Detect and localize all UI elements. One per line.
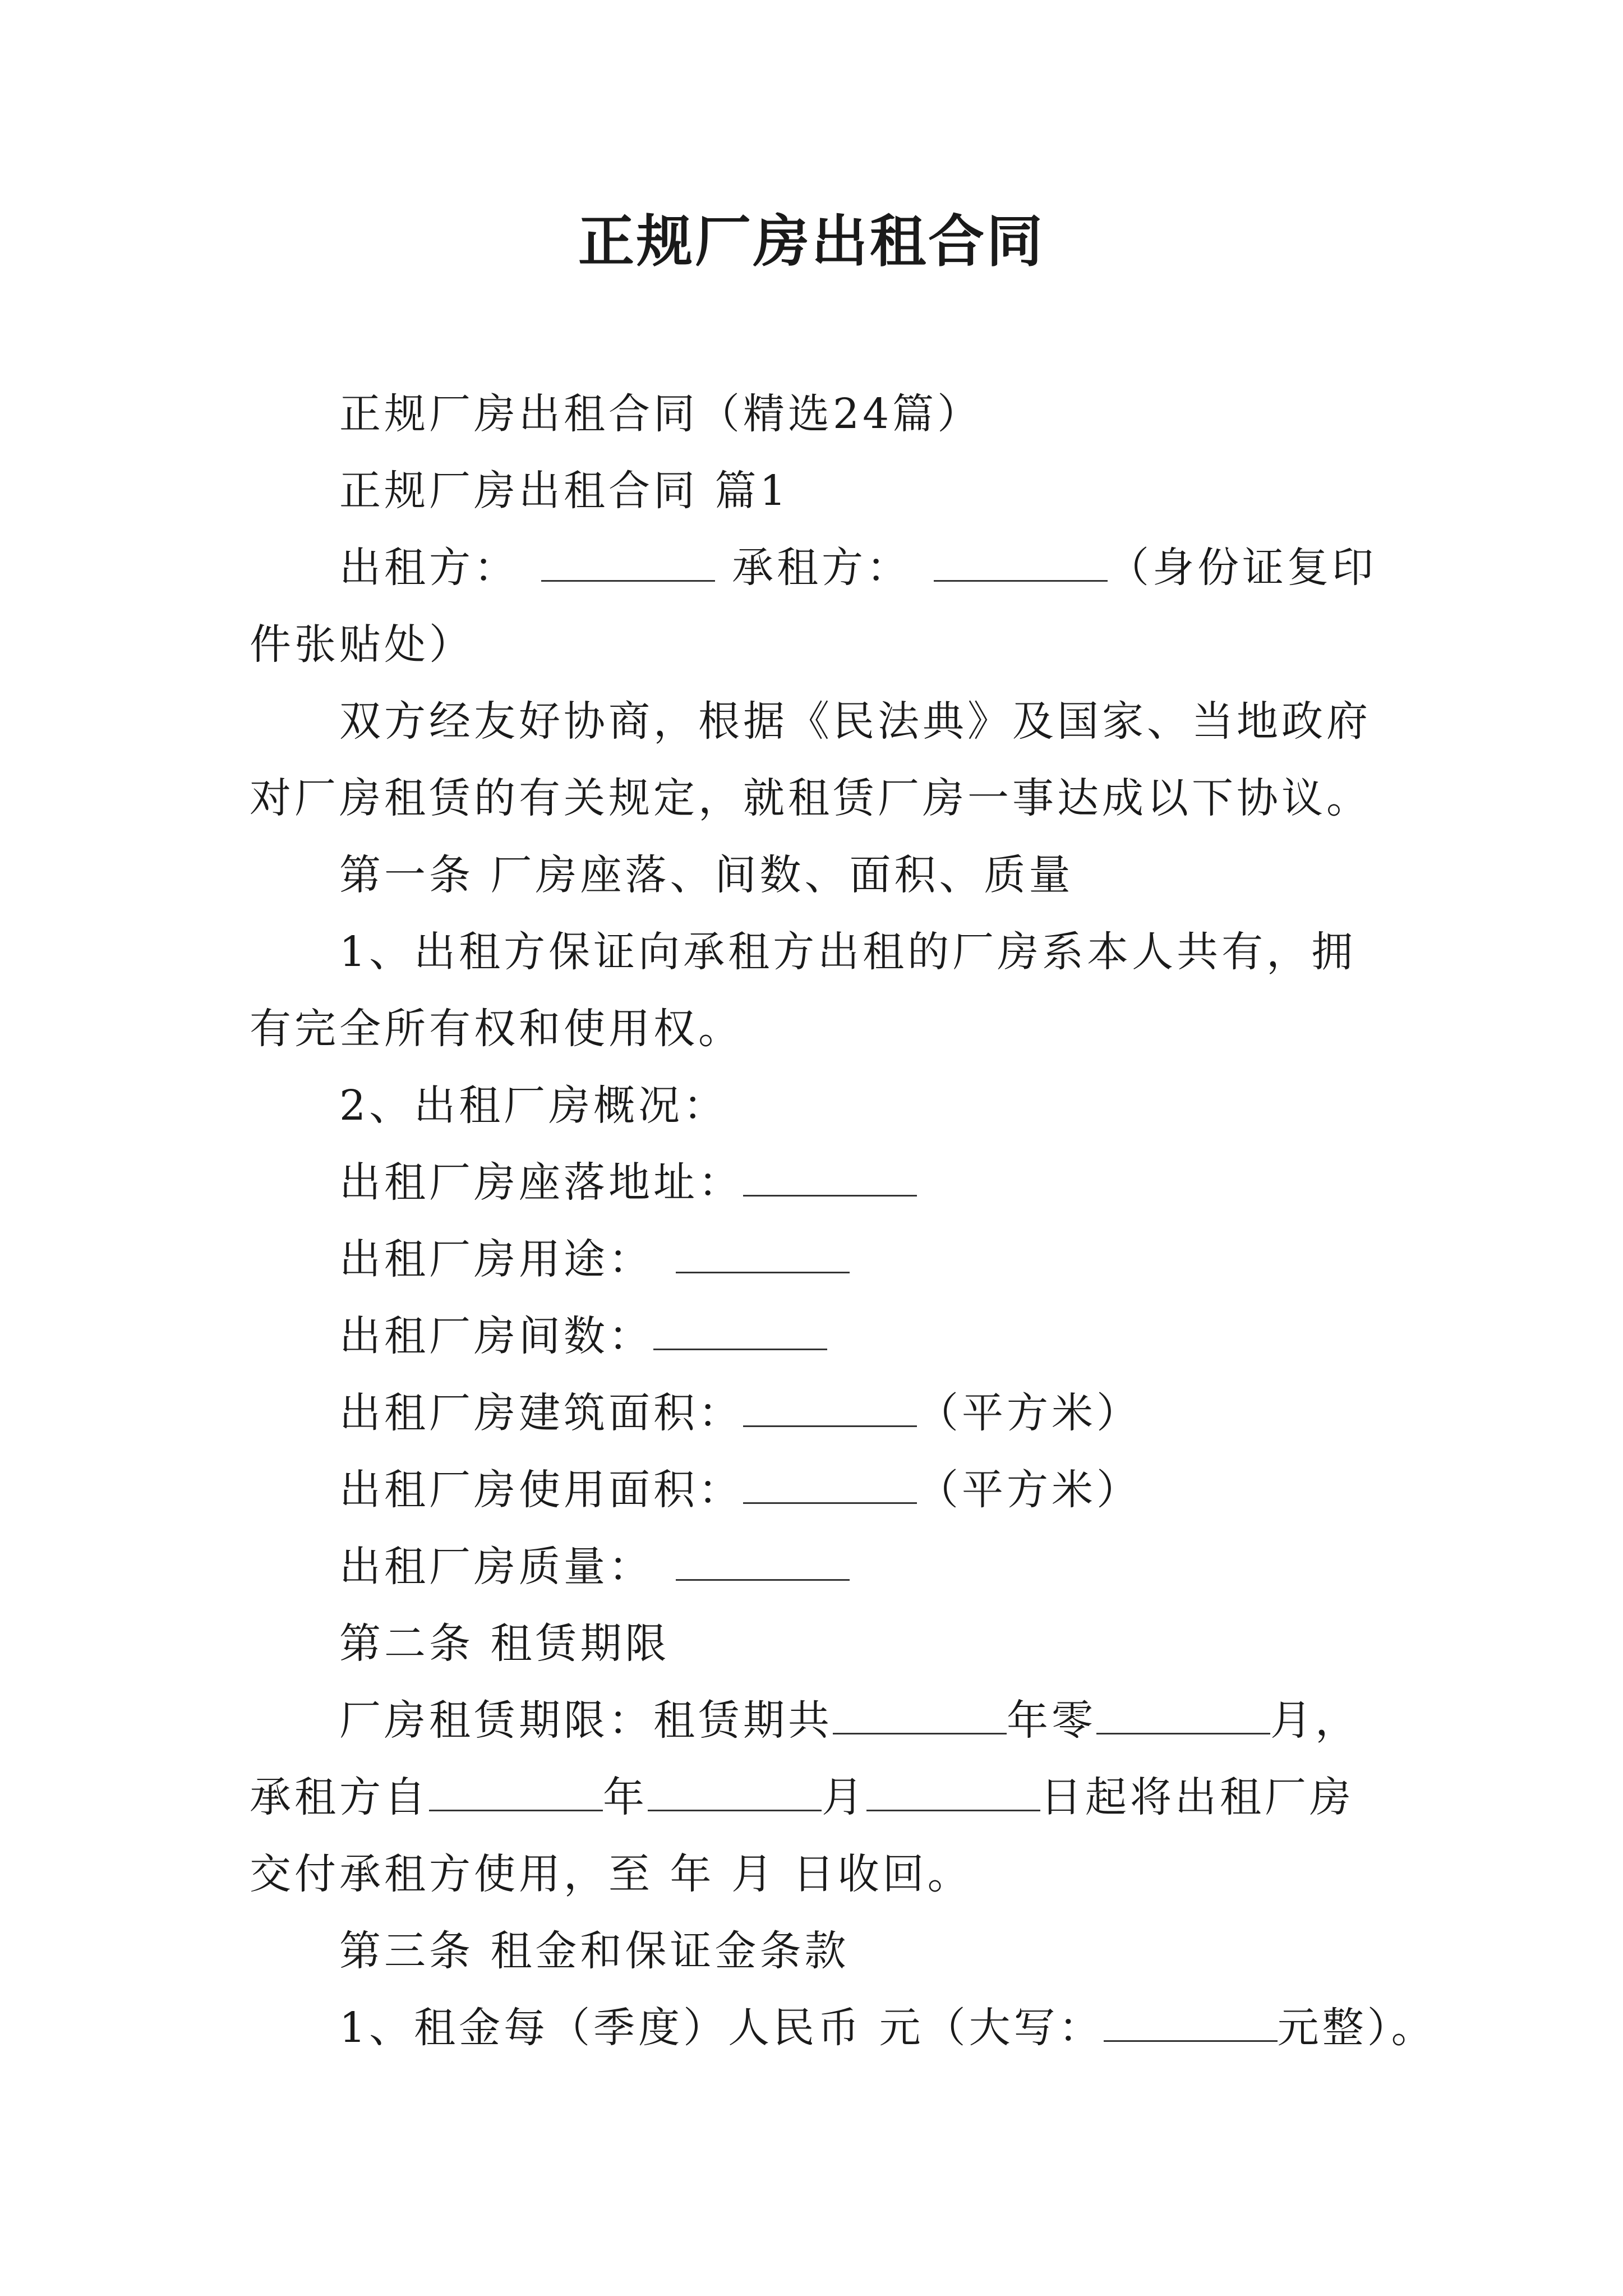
- building-area-blank: [743, 1391, 917, 1427]
- rooms-label: 出租厂房间数：: [339, 1312, 653, 1360]
- usage-blank: [676, 1237, 850, 1273]
- lessee-blank: [934, 545, 1108, 582]
- lease-months-blank: [1096, 1698, 1270, 1734]
- paragraph-lease-term: [250, 1682, 1388, 1913]
- id-copy-note: （身份证复印件张贴处）: [250, 544, 1377, 669]
- paragraph-parties: [250, 530, 1388, 683]
- paragraph-building-area: [250, 1375, 1388, 1452]
- paragraph-article-2-heading: 第二条 租赁期限: [339, 1619, 670, 1668]
- paragraph-article-1-heading: 第一条 厂房座落、间数、面积、质量: [339, 851, 1074, 899]
- document-title: 正规厂房出租合同: [578, 208, 1045, 274]
- address-blank: [743, 1160, 917, 1197]
- address-label: 出租厂房座落地址：: [339, 1158, 743, 1207]
- building-area-unit: （平方米）: [917, 1389, 1141, 1437]
- rent-amount-blank: [1104, 2005, 1278, 2042]
- lease-term-text-3: 月，承租方自: [250, 1696, 1360, 1821]
- usage-label: 出租厂房用途：: [339, 1235, 653, 1283]
- lease-term-text-5: 月: [822, 1773, 866, 1821]
- document-body: [250, 376, 1436, 2067]
- start-month-blank: [648, 1775, 822, 1811]
- paragraph-section-heading: 正规厂房出租合同 篇1: [339, 467, 790, 515]
- paragraph-preamble: 双方经友好协商，根据《民法典》及国家、当地政府对厂房租赁的有关规定，就租赁厂房一事达成以下协议。: [250, 697, 1371, 822]
- lease-term-text-1: 厂房租赁期限：租赁期共: [339, 1696, 833, 1745]
- lease-term-text-6: 日起将出租厂房交付承租方使用，至 年 月 日收回。: [250, 1773, 1354, 1898]
- usable-area-unit: （平方米）: [917, 1466, 1141, 1514]
- quality-blank: [676, 1544, 850, 1581]
- paragraph-usage: [250, 1221, 1388, 1298]
- paragraph-subtitle: 正规厂房出租合同（精选24篇）: [339, 390, 983, 438]
- quality-label: 出租厂房质量：: [339, 1543, 653, 1591]
- paragraph-article-1-item-2: 2、出租厂房概况：: [339, 1082, 728, 1130]
- rent-text-1: 1、租金每（季度）人民币 元（大写：: [339, 2004, 1104, 2052]
- lessee-label: 承租方：: [732, 544, 911, 592]
- paragraph-article-1-item-1: 1、出租方保证向承租方出租的厂房系本人共有，拥有完全所有权和使用权。: [250, 928, 1357, 1053]
- lessor-label: 出租方：: [339, 544, 519, 592]
- building-area-label: 出租厂房建筑面积：: [339, 1389, 743, 1437]
- paragraph-address: [250, 1144, 1388, 1221]
- usable-area-label: 出租厂房使用面积：: [339, 1466, 743, 1514]
- lessor-blank: [541, 545, 715, 582]
- paragraph-rent: [250, 1990, 1436, 2067]
- lease-term-text-2: 年零: [1007, 1696, 1096, 1745]
- lease-years-blank: [833, 1698, 1007, 1734]
- paragraph-usable-area: [250, 1452, 1388, 1529]
- start-day-blank: [866, 1775, 1040, 1811]
- lease-term-text-4: 年: [603, 1773, 648, 1821]
- rooms-blank: [653, 1314, 827, 1350]
- paragraph-rooms: [250, 1298, 1388, 1375]
- rent-text-2: 元整）。: [1277, 2004, 1436, 2052]
- paragraph-quality: [250, 1529, 1388, 1605]
- start-year-blank: [429, 1775, 603, 1811]
- paragraph-article-3-heading: 第三条 租金和保证金条款: [339, 1927, 850, 1975]
- usable-area-blank: [743, 1467, 917, 1504]
